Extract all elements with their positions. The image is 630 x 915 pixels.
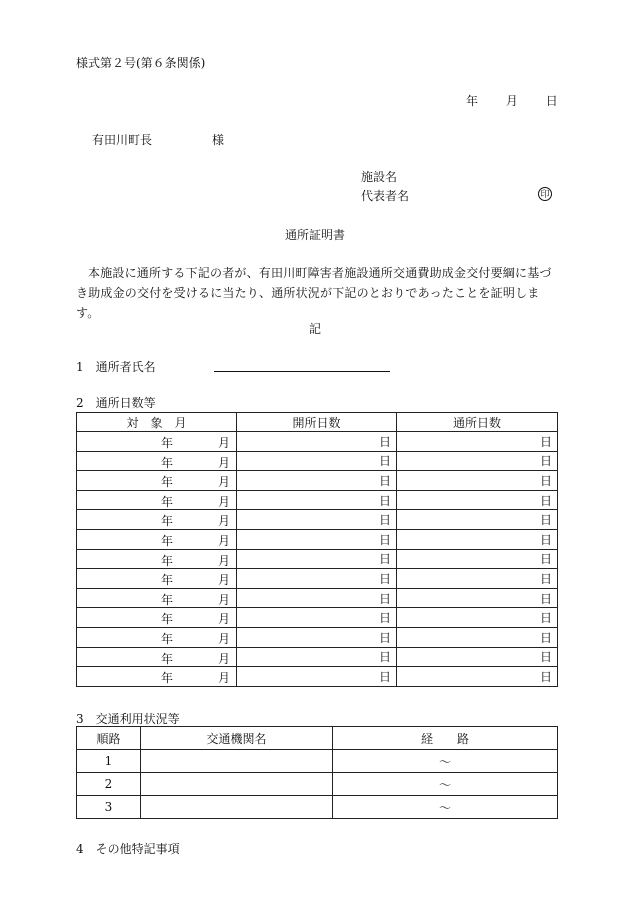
open-days-cell[interactable]: 日 xyxy=(237,569,397,589)
table-row xyxy=(77,750,558,773)
target-month-cell[interactable] xyxy=(77,451,237,471)
month-unit: 月 xyxy=(217,651,230,666)
section3-label: 3 交通利用状況等 xyxy=(76,712,180,726)
open-days-cell[interactable]: 日 xyxy=(237,549,397,569)
month-unit: 月 xyxy=(217,494,230,509)
route-cell[interactable]: ～ xyxy=(333,796,558,819)
section2-label: 2 通所日数等 xyxy=(76,396,156,410)
target-month-cell[interactable] xyxy=(77,608,237,628)
transport-name-cell[interactable] xyxy=(141,750,333,773)
header-open-days: 開所日数 xyxy=(237,413,397,432)
target-month-cell[interactable] xyxy=(77,588,237,608)
attendance-days-cell[interactable]: 日 xyxy=(397,608,558,628)
table-row xyxy=(77,773,558,796)
representative-label: 代表者名 xyxy=(361,189,410,203)
attendance-days-cell[interactable]: 日 xyxy=(397,569,558,589)
attendance-days-cell[interactable]: 日 xyxy=(397,588,558,608)
section1-label: 1 通所者氏名 xyxy=(76,360,156,374)
open-days-cell[interactable]: 日 xyxy=(237,608,397,628)
target-month-cell[interactable] xyxy=(77,471,237,491)
open-days-cell[interactable]: 日 xyxy=(237,490,397,510)
target-month-cell[interactable] xyxy=(77,667,237,687)
target-month-cell[interactable] xyxy=(77,627,237,647)
year-unit: 年 xyxy=(161,494,174,509)
attendance-days-table xyxy=(76,412,558,687)
route-no: 2 xyxy=(77,773,141,796)
table-row xyxy=(77,647,558,667)
form-number: 様式第２号(第６条関係) xyxy=(76,56,206,70)
year-unit: 年 xyxy=(161,475,174,490)
transport-name-cell[interactable] xyxy=(141,773,333,796)
open-days-cell[interactable]: 日 xyxy=(237,471,397,491)
date-day: 日 xyxy=(545,94,558,108)
year-unit: 年 xyxy=(161,436,174,450)
attendance-days-cell[interactable]: 日 xyxy=(397,529,558,549)
month-unit: 月 xyxy=(217,671,230,686)
date-line xyxy=(466,94,556,108)
open-days-cell[interactable]: 日 xyxy=(237,647,397,667)
attendance-days-cell[interactable]: 日 xyxy=(397,432,558,452)
year-unit: 年 xyxy=(161,533,174,548)
year-unit: 年 xyxy=(161,553,174,568)
attendance-days-cell[interactable]: 日 xyxy=(397,471,558,491)
route-cell[interactable]: ～ xyxy=(333,750,558,773)
month-unit: 月 xyxy=(217,455,230,470)
header-transport-name: 交通機関名 xyxy=(141,727,333,750)
attendance-days-cell[interactable]: 日 xyxy=(397,451,558,471)
attendance-days-cell[interactable]: 日 xyxy=(397,549,558,569)
month-unit: 月 xyxy=(217,573,230,588)
open-days-cell[interactable]: 日 xyxy=(237,627,397,647)
target-month-cell[interactable] xyxy=(77,569,237,589)
target-month-cell[interactable] xyxy=(77,432,237,452)
seal-mark: 印 xyxy=(538,187,552,201)
header-target-month: 対 象 月 xyxy=(77,413,237,432)
open-days-cell[interactable]: 日 xyxy=(237,510,397,530)
date-month: 月 xyxy=(505,94,518,108)
transport-table xyxy=(76,726,558,819)
year-unit: 年 xyxy=(161,651,174,666)
year-unit: 年 xyxy=(161,573,174,588)
date-year: 年 xyxy=(466,94,479,108)
header-route: 経 路 xyxy=(333,727,558,750)
ki-heading: 記 xyxy=(308,322,321,336)
year-unit: 年 xyxy=(161,514,174,529)
addressee-name: 有田川町長 xyxy=(92,133,153,147)
attendance-days-cell[interactable]: 日 xyxy=(397,490,558,510)
table-row xyxy=(77,490,558,510)
target-month-cell[interactable] xyxy=(77,510,237,530)
route-no: 1 xyxy=(77,750,141,773)
attendance-days-body xyxy=(77,432,558,687)
month-unit: 月 xyxy=(217,592,230,607)
open-days-cell[interactable]: 日 xyxy=(237,529,397,549)
month-unit: 月 xyxy=(217,475,230,490)
attendance-days-cell[interactable]: 日 xyxy=(397,667,558,687)
table-row xyxy=(77,569,558,589)
open-days-cell[interactable]: 日 xyxy=(237,667,397,687)
attendance-days-cell[interactable]: 日 xyxy=(397,647,558,667)
open-days-cell[interactable]: 日 xyxy=(237,432,397,452)
year-unit: 年 xyxy=(161,671,174,686)
route-no: 3 xyxy=(77,796,141,819)
open-days-cell[interactable]: 日 xyxy=(237,451,397,471)
target-month-cell[interactable] xyxy=(77,647,237,667)
table-row xyxy=(77,627,558,647)
transport-name-cell[interactable] xyxy=(141,796,333,819)
route-cell[interactable]: ～ xyxy=(333,773,558,796)
header-route-no: 順路 xyxy=(77,727,141,750)
certification-statement: 本施設に通所する下記の者が、有田川町障害者施設通所交通費助成金交付要綱に基づき助成金の交付を受けるに当たり、通所状況が下記のとおりであったことを証明します。 xyxy=(76,266,552,320)
header-attendance-days: 通所日数 xyxy=(397,413,558,432)
year-unit: 年 xyxy=(161,455,174,470)
attendance-days-cell[interactable]: 日 xyxy=(397,627,558,647)
section4-label: 4 その他特記事項 xyxy=(76,842,180,856)
table-row xyxy=(77,510,558,530)
table-row xyxy=(77,608,558,628)
attendance-days-cell[interactable]: 日 xyxy=(397,510,558,530)
document-title: 通所証明書 xyxy=(284,228,345,242)
target-month-cell[interactable] xyxy=(77,490,237,510)
table-row xyxy=(77,588,558,608)
facility-name-label: 施設名 xyxy=(361,170,398,184)
year-unit: 年 xyxy=(161,612,174,627)
addressee xyxy=(92,133,224,147)
table-row xyxy=(77,451,558,471)
table-header-row xyxy=(77,413,558,432)
month-unit: 月 xyxy=(217,612,230,627)
year-unit: 年 xyxy=(161,592,174,607)
target-month-cell[interactable] xyxy=(77,549,237,569)
month-unit: 月 xyxy=(217,436,230,450)
table-row xyxy=(77,471,558,491)
table-header-row xyxy=(77,727,558,750)
open-days-cell[interactable]: 日 xyxy=(237,588,397,608)
table-row xyxy=(77,796,558,819)
year-unit: 年 xyxy=(161,631,174,646)
table-row xyxy=(77,529,558,549)
month-unit: 月 xyxy=(217,533,230,548)
addressee-honorific: 様 xyxy=(212,133,225,147)
month-unit: 月 xyxy=(217,553,230,568)
target-month-cell[interactable] xyxy=(77,529,237,549)
month-unit: 月 xyxy=(217,631,230,646)
month-unit: 月 xyxy=(217,514,230,529)
attendee-name-field[interactable] xyxy=(214,371,390,372)
table-row xyxy=(77,549,558,569)
table-row xyxy=(77,667,558,687)
table-row xyxy=(77,432,558,452)
